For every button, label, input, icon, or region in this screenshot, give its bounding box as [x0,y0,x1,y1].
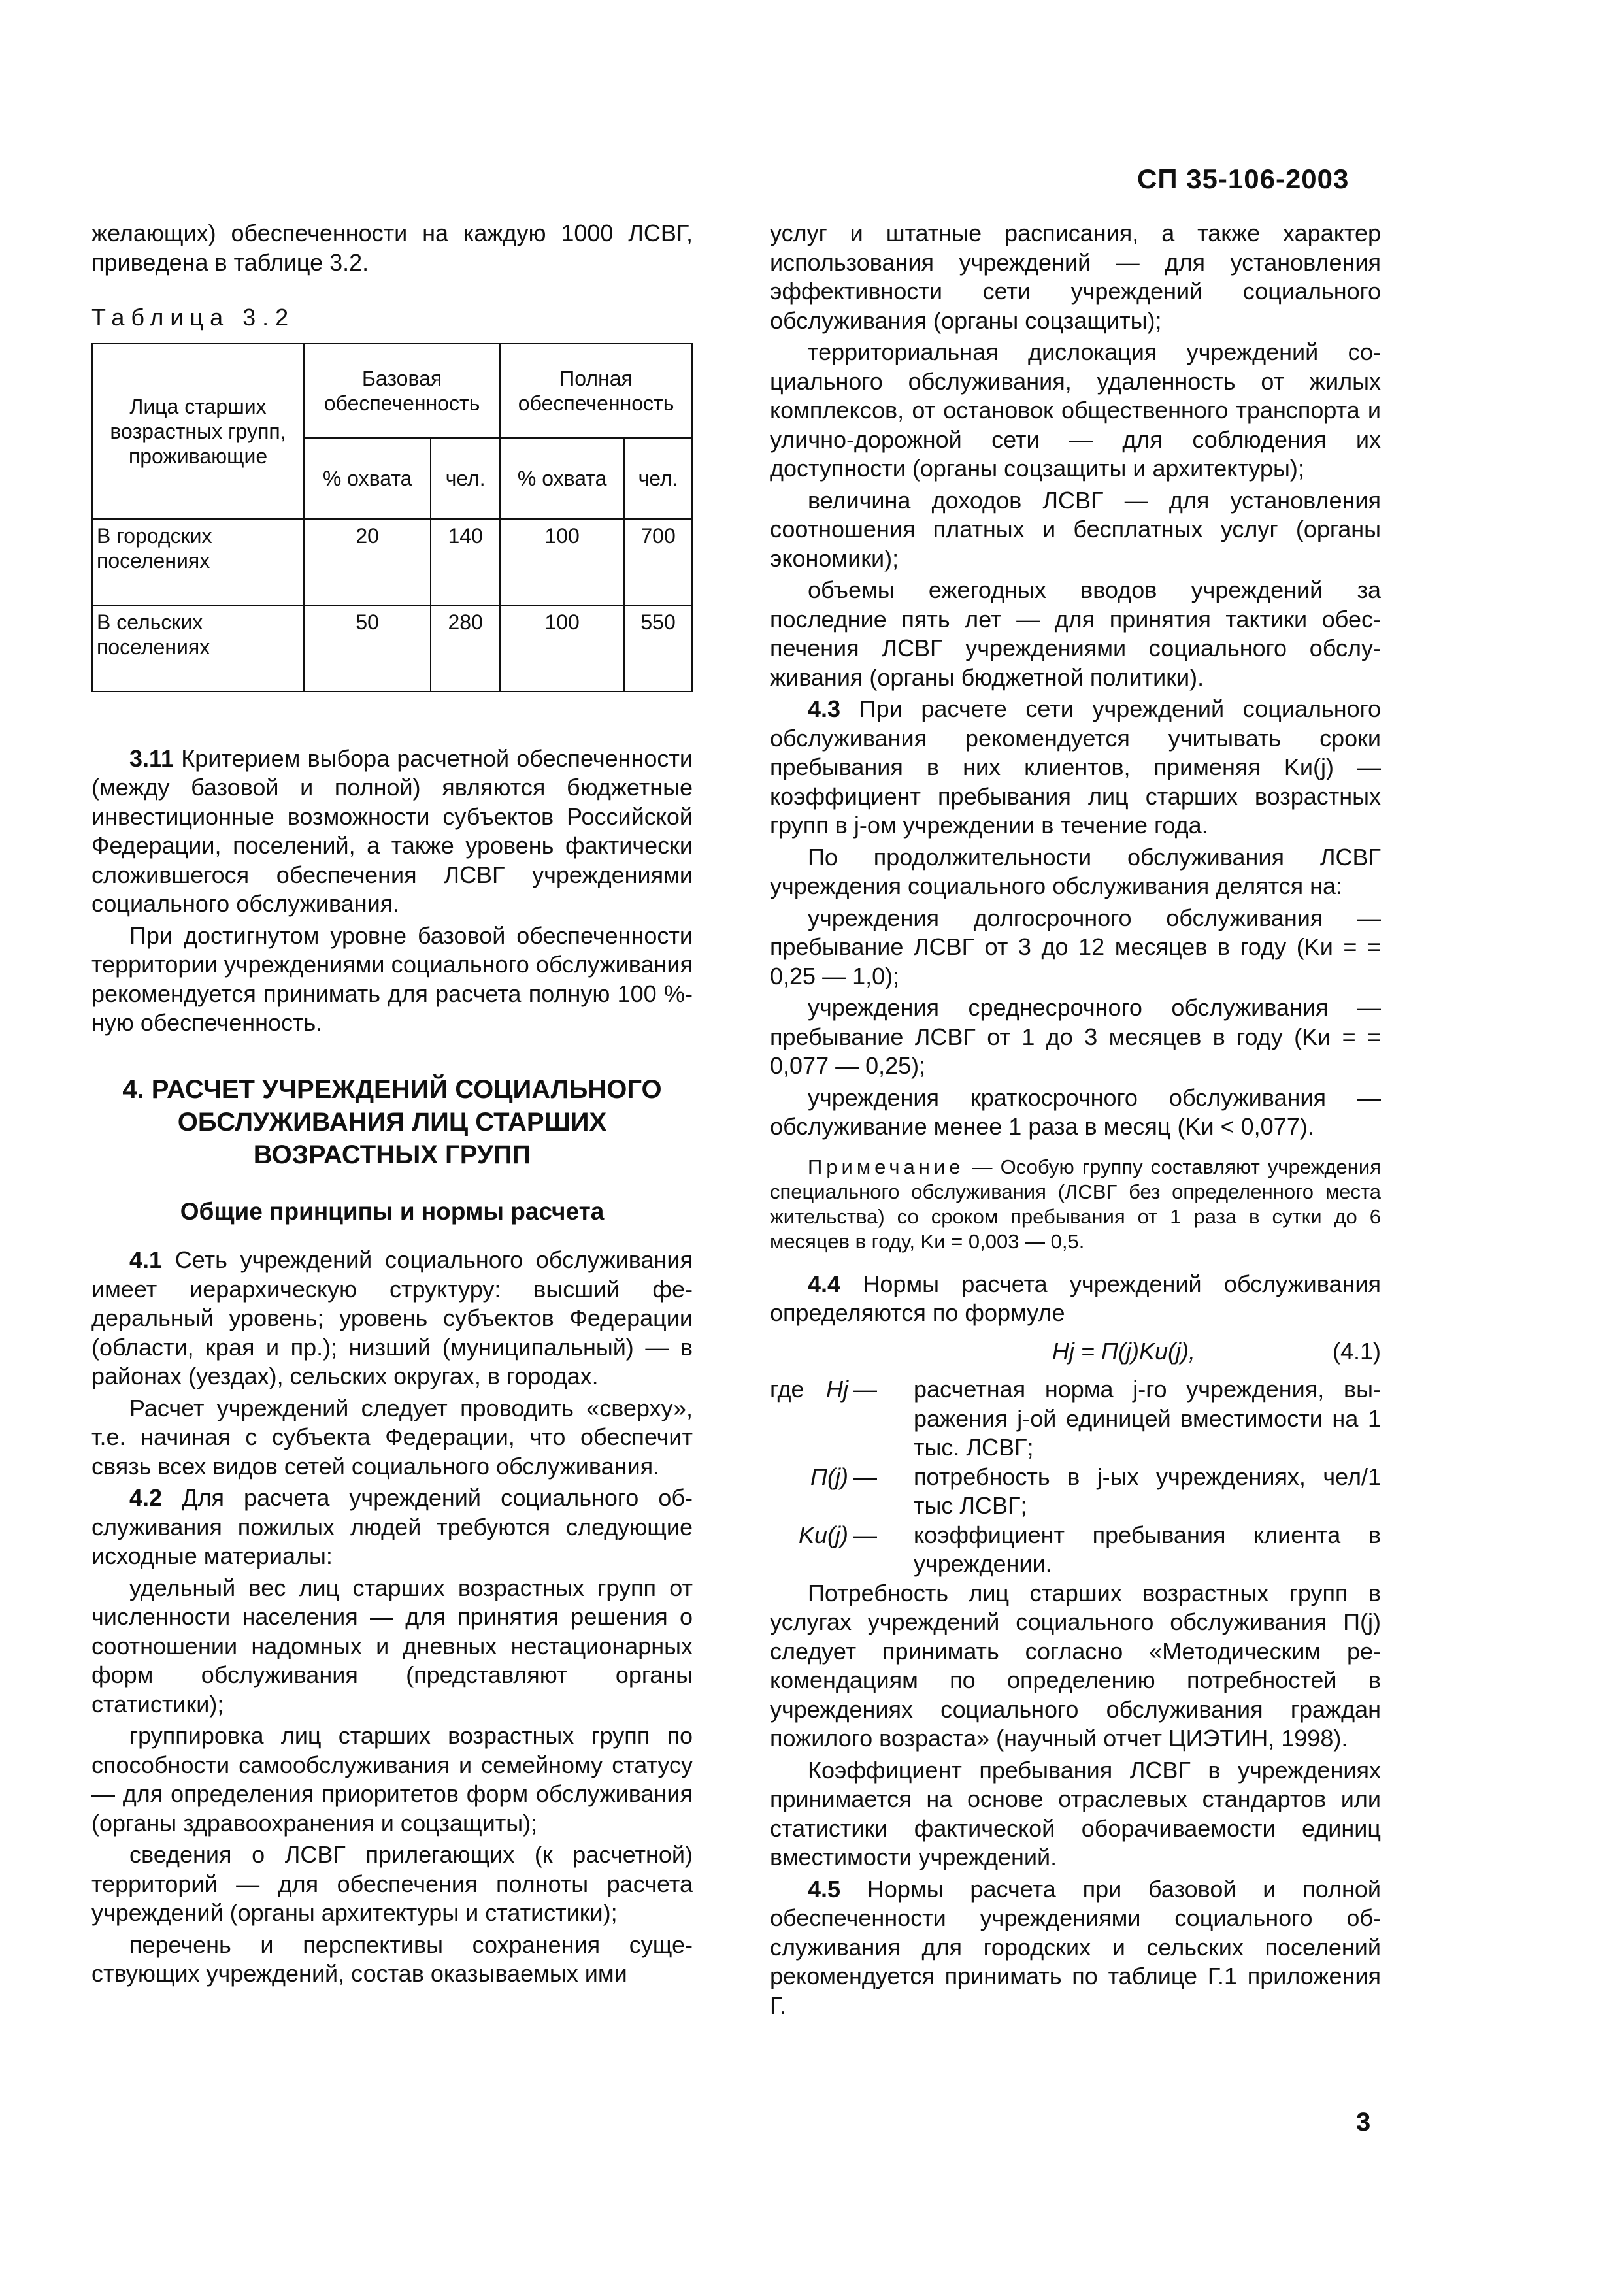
table-cell: 280 [431,605,500,691]
definition-item [770,1521,1381,1579]
paragraph-4-5 [770,1875,1381,2021]
list-item: объемы ежегодных вводов учреждений за последние пять лет — для принятия тактики обеспечения ЛСВГ учреждениями социального обслуживания (органы бюджетной политики). [770,576,1381,691]
table-cell: 100 [500,605,624,691]
table-cell: 100 [500,519,624,605]
table-cell: 700 [624,519,692,605]
left-column [91,219,693,1991]
table-row [92,519,692,605]
clause-number: 4.2 [129,1484,163,1511]
list-item: величина доходов ЛСВГ — для установления соотношения платных и бесплатных услуг (органы экономики); [770,486,1381,572]
paragraph-3-11 [91,744,693,919]
clause-number: 4.3 [808,695,841,722]
table-cell-label: В городских поселениях [92,519,304,605]
formula-definitions [770,1375,1381,1579]
clause-number: 3.11 [129,744,174,772]
table-row [92,605,692,691]
table-cell: 50 [304,605,431,691]
definition-symbol: Hj [826,1376,848,1403]
list-item: учреждения среднесрочного обслуживания — пребывание ЛСВГ от 1 до 3 месяцев в году (Kи = = 0,077 — 0,25); [770,994,1381,1079]
paragraph-4-1 [91,1246,693,1391]
list-item: территориальная дислокация учреждений социального обслуживания, удаленность от жилых комплексов, от остановок общественного транспорта и улично-дорожной сети — для соблюдения их доступности (органы соцзащиты и архитектуры); [770,339,1381,482]
definition-symbol: П(j) [810,1463,848,1490]
table-header-basic: Базовая обеспеченность [304,344,500,438]
list-item: группировка лиц старших возрастных групп по способности самообслуживания и семейному статусу — для определения приоритетов форм обслуживания (органы здравоохранения и соцзащиты); [91,1722,693,1837]
definition-symbol: Kи(j) [798,1521,848,1548]
note-label: Примечание [808,1155,965,1178]
paragraph: Расчет учреждений следует проводить «сверху», т.е. начиная с субъекта Федерации, что обеспечит связь всех видов сетей социального обслуживания. [91,1394,693,1480]
table-header-persons: Лица старших возрастных групп, проживающие [92,344,304,519]
paragraph: При достигнутом уровне базовой обеспеченности территории учреждениями социального обслуживания рекомендуется принимать для расчета полную 100 %-ную обеспеченность. [91,922,693,1036]
clause-number: 4.1 [129,1246,163,1273]
definition-text: коэффициент пребывания клиента в учреждении. [914,1521,1381,1577]
paragraph-text: Сеть учреждений социального обслуживания имеет иерархическую структуру: высший федеральный уровень; уровень субъектов Федерации (области, края и пр.); низший (муниципальный) — в районах (уездах), сельских округах, в городах. [91,1246,693,1389]
table-cell-label: В сельских поселениях [92,605,304,691]
right-column [770,219,1381,2023]
paragraph-4-2 [91,1484,693,1571]
paragraph: Коэффициент пребывания ЛСВГ в учреждениях принимается на основе отраслевых стандартов или статистики фактической оборачиваемости единиц вместимости учреждений. [770,1756,1381,1870]
table-3-2 [91,343,693,692]
paragraph: По продолжительности обслуживания ЛСВГ учреждения социального обслуживания делятся на: [770,843,1381,899]
list-item: перечень и перспективы сохранения существующих учреждений, состав оказываемых ими [91,1931,693,1987]
list-item: удельный вес лиц старших возрастных групп от численности населения — для принятия решения о соотношении надомных и дневных нестационарных форм обслуживания (представляют органы статистики); [91,1574,693,1718]
list-item: учреждения краткосрочного обслуживания — обслуживание менее 1 раза в месяц (Kи < 0,077). [770,1084,1381,1140]
paragraph-4-3 [770,695,1381,840]
document-code: СП 35-106-2003 [1137,163,1350,194]
note-text: — Особую группу составляют учреждения специального обслуживания (ЛСВГ без определенного места жительства) со сроком пребывания от 1 раза в сутки до 6 месяцев в году, Kи = 0,003 — 0,5. [770,1155,1381,1253]
list-item: учреждения долгосрочного обслуживания — пребывание ЛСВГ от 3 до 12 месяцев в году (Kи = = 0,25 — 1,0); [770,904,1381,989]
formula-line [770,1337,1381,1367]
list-item: услуг и штатные расписания, а также характер использования учреждений — для установления эффективности сети учреждений социального обслуживания (органы соцзащиты); [770,220,1381,334]
definition-dash: — [853,1376,877,1403]
table-cell: 140 [431,519,500,605]
paragraph-text: Для расчета учреждений социального обслуживания пожилых людей требуются следующие исходные материалы: [91,1484,693,1569]
definition-text: потребность в j-ых учреждениях, чел/1 тыс ЛСВГ; [914,1463,1381,1519]
table-caption: Таблица 3.2 [91,304,295,331]
formula: Hj = П(j)Kи(j), [1052,1337,1195,1365]
note [770,1155,1381,1254]
paragraph-4-4 [770,1270,1381,1328]
page-number: 3 [1356,2108,1371,2136]
subsection-title: Общие принципы и нормы расчета [180,1197,605,1225]
paragraph-text: Нормы расчета при базовой и полной обеспеченности учреждениями социального обслуживания для городских и сельских поселений рекомендуется принимать по таблице Г.1 приложения Г. [770,1875,1381,2019]
list-item: сведения о ЛСВГ прилегающих (к расчетной) территорий — для обеспечения полноты расчета учреждений (органы архитектуры и статистики); [91,1841,693,1926]
definition-dash: — [853,1463,877,1490]
table-subheader-pct: % охвата [500,438,624,519]
paragraph-text: Нормы расчета учреждений обслуживания определяются по формуле [770,1270,1381,1326]
paragraph-text: При расчете сети учреждений социального обслуживания рекомендуется учитывать сроки пребывания в них клиентов, применяя Kи(j) — коэффициент пребывания лиц старших возрастных групп в j-ом учреждении в течение года. [770,695,1381,839]
definition-item [770,1463,1381,1521]
table-cell: 550 [624,605,692,691]
clause-number: 4.5 [808,1875,841,1903]
table-subheader-ppl: чел. [431,438,500,519]
intro-paragraph: желающих) обеспеченности на каждую 1000 ЛСВГ, приведена в таблице 3.2. [91,220,693,276]
definition-text: расчетная норма j-го учреждения, выражения j-ой единицей вместимости на 1 тыс. ЛСВГ; [914,1376,1381,1461]
clause-number: 4.4 [808,1270,841,1297]
definition-item: где Hj — расчетная норма j-го учреждения, выражения j-ой единицей вместимости на 1 тыс. ЛСВГ; [770,1375,1381,1463]
section-title: 4. РАСЧЕТ УЧРЕЖДЕНИЙ СОЦИАЛЬНОГО ОБСЛУЖИВАНИЯ ЛИЦ СТАРШИХ ВОЗРАСТНЫХ ГРУПП [122,1074,662,1169]
table-cell: 20 [304,519,431,605]
table-header-full: Полная обеспеченность [500,344,692,438]
formula-number: (4.1) [1332,1337,1381,1365]
table-subheader-pct: % охвата [304,438,431,519]
paragraph-text: Критерием выбора расчетной обеспеченности (между базовой и полной) являются бюджетные инвестиционные возможности субъектов Российской Федерации, поселений, а также уровень фактически сложившегося обеспечения ЛСВГ учреждениями социального обслуживания. [91,744,693,917]
definition-dash: — [853,1521,877,1548]
paragraph: Потребность лиц старших возрастных групп в услугах учреждений социального обслуживания П(j) следует принимать согласно «Методическим рекомендациям по определению потребностей в учреждениях социального обслуживания граждан пожилого возраста» (научный отчет ЦИЭТИН, 1998). [770,1579,1381,1752]
table-subheader-ppl: чел. [624,438,692,519]
